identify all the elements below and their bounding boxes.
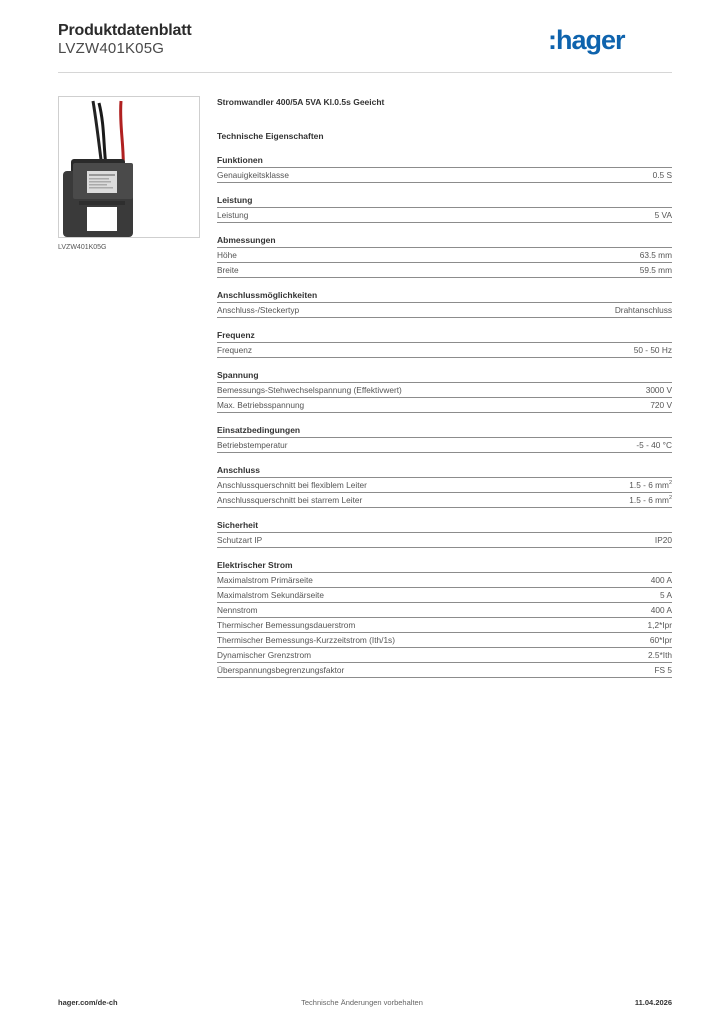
property-row xyxy=(217,533,672,548)
property-value xyxy=(654,663,672,677)
property-label: Leistung xyxy=(217,210,249,220)
property-value-text: 1.5 - 6 mm xyxy=(629,480,669,490)
property-value xyxy=(629,478,672,492)
property-group xyxy=(217,194,672,223)
property-value-text: 1,2*Ipr xyxy=(647,620,672,630)
property-value xyxy=(640,248,672,262)
property-label: Höhe xyxy=(217,250,237,260)
group-title: Funktionen xyxy=(217,154,672,168)
property-value-text: 400 A xyxy=(650,605,672,615)
property-value-text: 63.5 mm xyxy=(639,250,672,260)
group-title: Anschluss xyxy=(217,464,672,478)
property-row xyxy=(217,383,672,398)
property-label: Maximalstrom Primärseite xyxy=(217,575,313,585)
property-label: Anschlussquerschnitt bei starrem Leiter xyxy=(217,495,363,505)
property-value-text: -5 - 40 °C xyxy=(636,440,672,450)
property-group xyxy=(217,519,672,548)
property-value-text: IP20 xyxy=(654,535,672,545)
property-value xyxy=(650,633,672,647)
property-group xyxy=(217,424,672,453)
technical-properties xyxy=(217,95,672,678)
footer-date: 11.04.2026 xyxy=(634,998,672,1007)
property-label: Bemessungs-Stehwechselspannung (Effektivwert) xyxy=(217,385,402,395)
group-title: Einsatzbedingungen xyxy=(217,424,672,438)
property-label: Schutzart IP xyxy=(217,535,263,545)
property-row xyxy=(217,493,672,508)
property-value-text: 59.5 mm xyxy=(639,265,672,275)
current-transformer-image xyxy=(59,97,199,237)
property-row xyxy=(217,263,672,278)
product-code: LVZW401K05G xyxy=(58,40,165,57)
property-row xyxy=(217,573,672,588)
property-value-text: 50 - 50 Hz xyxy=(633,345,672,355)
property-label: Anschlussquerschnitt bei flexiblem Leiter xyxy=(217,480,367,490)
property-value xyxy=(615,303,672,317)
property-value-text: 5 A xyxy=(660,590,672,600)
unit-exponent: 2 xyxy=(668,480,672,487)
property-label: Thermischer Bemessungsdauerstrom xyxy=(217,620,356,630)
property-value xyxy=(636,438,672,452)
group-title: Spannung xyxy=(217,369,672,383)
property-value-text: 5 VA xyxy=(654,210,672,220)
group-title: Frequenz xyxy=(217,329,672,343)
property-row xyxy=(217,648,672,663)
property-value-text: 3000 V xyxy=(645,385,672,395)
property-value-text: 400 A xyxy=(650,575,672,585)
properties-title: Technische Eigenschaften xyxy=(217,131,324,141)
product-image xyxy=(58,96,200,238)
property-value xyxy=(655,208,672,222)
group-title: Elektrischer Strom xyxy=(217,559,672,573)
property-label: Breite xyxy=(217,265,239,275)
unit-exponent: 2 xyxy=(668,495,672,502)
property-row xyxy=(217,168,672,183)
property-value-text: FS 5 xyxy=(654,665,672,675)
hager-logo-text: :hager xyxy=(548,26,625,55)
property-value xyxy=(648,648,672,662)
property-value xyxy=(648,618,672,632)
property-label: Genauigkeitsklasse xyxy=(217,170,289,180)
product-title: Stromwandler 400/5A 5VA Kl.0.5s Geeicht xyxy=(217,97,385,107)
property-group xyxy=(217,289,672,318)
property-value xyxy=(653,168,672,182)
property-row xyxy=(217,603,672,618)
group-title: Leistung xyxy=(217,194,672,208)
property-row xyxy=(217,438,672,453)
page-title: Produktdatenblatt xyxy=(58,22,192,39)
property-label: Nennstrom xyxy=(217,605,258,615)
property-value-text: Drahtanschluss xyxy=(614,305,672,315)
property-value xyxy=(629,493,672,507)
property-value-text: 60*Ipr xyxy=(649,635,672,645)
property-group xyxy=(217,559,672,678)
property-row xyxy=(217,303,672,318)
property-row xyxy=(217,588,672,603)
property-row xyxy=(217,618,672,633)
property-label: Frequenz xyxy=(217,345,253,355)
property-value xyxy=(640,263,672,277)
property-value xyxy=(650,398,672,412)
property-value xyxy=(655,533,672,547)
hager-logo xyxy=(548,26,672,56)
property-value xyxy=(651,573,672,587)
property-label: Dynamischer Grenzstrom xyxy=(217,650,312,660)
header-divider xyxy=(58,72,672,73)
property-value-text: 0.5 S xyxy=(652,170,672,180)
footer-disclaimer: Technische Änderungen vorbehalten xyxy=(301,998,423,1007)
property-row xyxy=(217,663,672,678)
property-label: Maximalstrom Sekundärseite xyxy=(217,590,324,600)
group-title: Anschlussmöglichkeiten xyxy=(217,289,672,303)
property-label: Max. Betriebsspannung xyxy=(217,400,305,410)
property-value xyxy=(646,383,672,397)
property-row xyxy=(217,248,672,263)
property-label: Anschluss-/Steckertyp xyxy=(217,305,300,315)
property-row xyxy=(217,208,672,223)
property-group xyxy=(217,329,672,358)
property-group xyxy=(217,464,672,508)
property-row xyxy=(217,343,672,358)
property-label: Überspannungsbegrenzungsfaktor xyxy=(217,665,345,675)
property-row xyxy=(217,478,672,493)
property-group xyxy=(217,234,672,278)
group-title: Abmessungen xyxy=(217,234,672,248)
image-caption: LVZW401K05G xyxy=(58,244,107,251)
property-group xyxy=(217,154,672,183)
group-title: Sicherheit xyxy=(217,519,672,533)
property-group xyxy=(217,369,672,413)
property-row xyxy=(217,398,672,413)
property-value xyxy=(651,603,672,617)
property-label: Betriebstemperatur xyxy=(217,440,288,450)
property-value-text: 720 V xyxy=(650,400,672,410)
property-value xyxy=(634,343,672,357)
property-value-text: 2.5*Ith xyxy=(648,650,672,660)
property-value xyxy=(660,588,672,602)
property-value-text: 1.5 - 6 mm xyxy=(629,495,669,505)
footer-website: hager.com/de-ch xyxy=(58,998,118,1007)
property-row xyxy=(217,633,672,648)
property-label: Thermischer Bemessungs-Kurzzeitstrom (Ith/1s) xyxy=(217,635,395,645)
property-groups xyxy=(217,154,672,678)
